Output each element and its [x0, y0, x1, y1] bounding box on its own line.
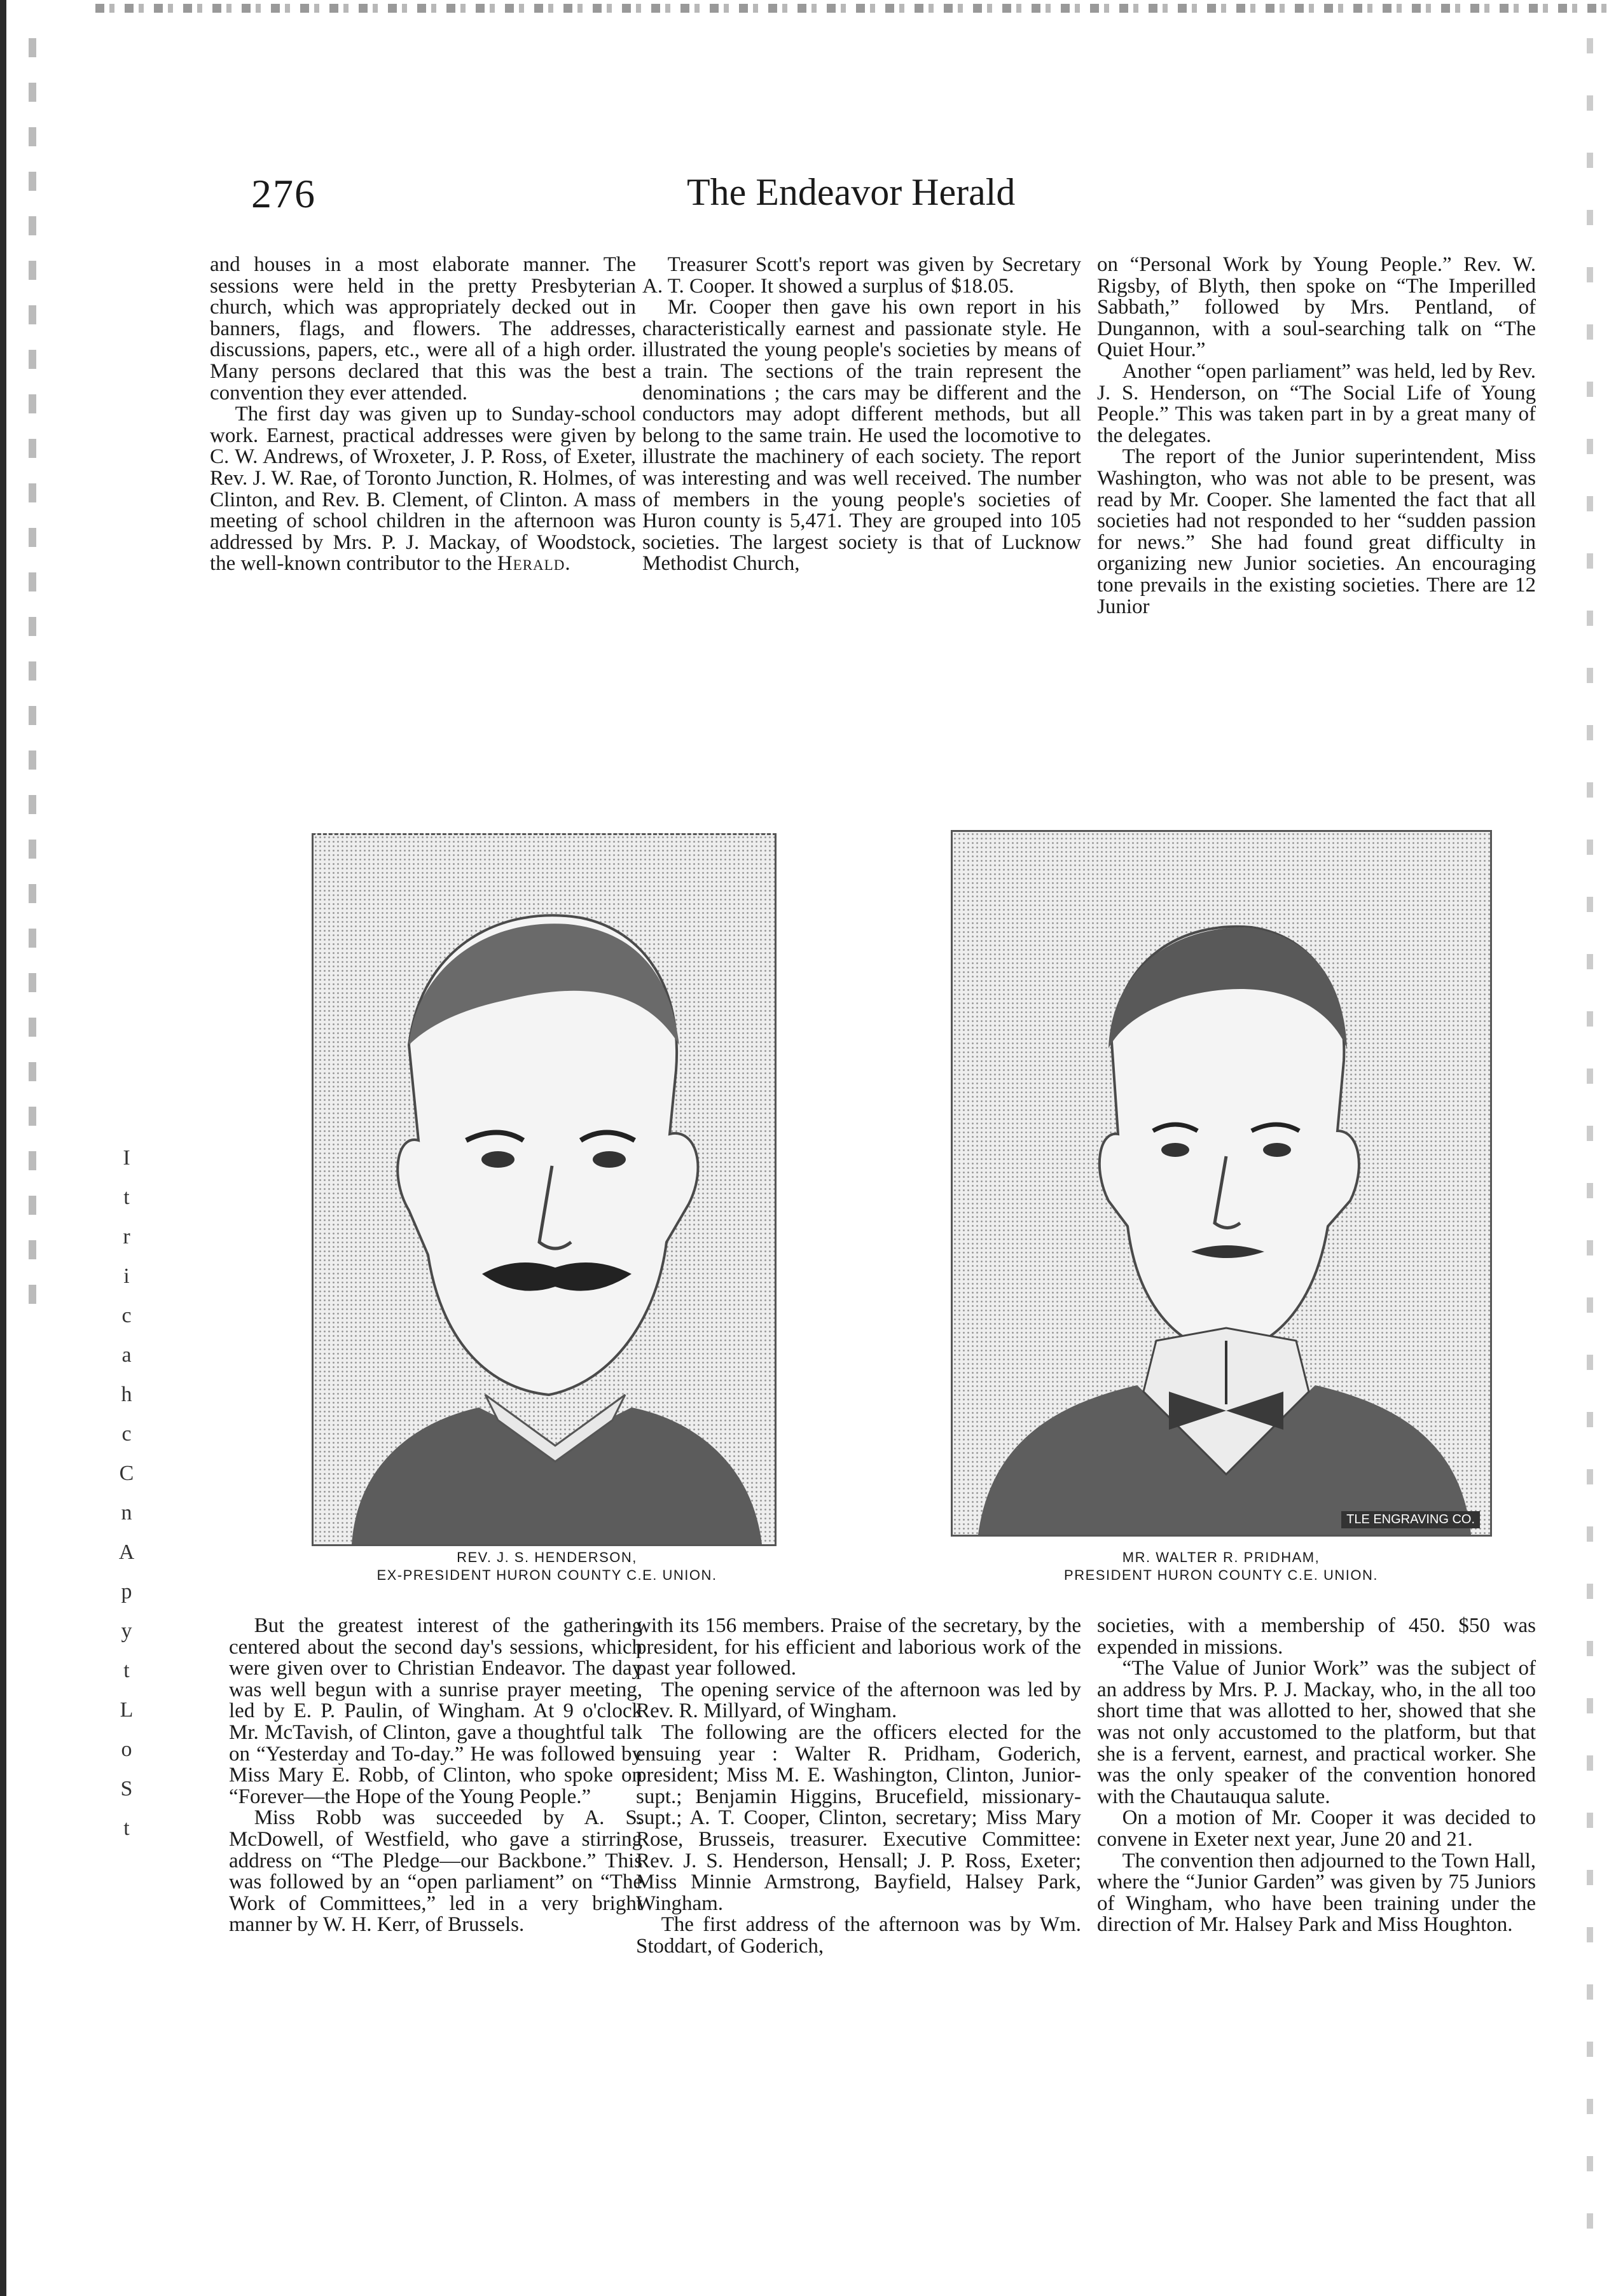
margin-letter: y: [121, 1619, 132, 1643]
margin-letter: A: [118, 1540, 135, 1564]
herald-small-caps: Herald.: [497, 552, 571, 576]
margin-letter: c: [121, 1304, 132, 1327]
margin-letter: t: [123, 1659, 130, 1682]
caption-pridham: [951, 1549, 1491, 1584]
margin-letter: p: [121, 1580, 132, 1603]
engraver-mark: TLE ENGRAVING CO.: [1341, 1511, 1480, 1528]
paragraph: Treasurer Scott's report was given by Secretary A. T. Cooper. It showed a surplus of $18.05.: [642, 253, 1081, 298]
paragraph: on “Personal Work by Young People.” Rev. W. Rigsby, of Blyth, then spoke on “The Imperilled Sabbath,” followed by Mrs. Pentland, of Dungannon, with a soul-searching talk on “The Quiet Hour.”: [1097, 253, 1536, 362]
paragraph: Mr. Cooper then gave his own report in his characteristically earnest and passionate style. He illustrated the young people's societies by means of a train. The sections of the train represent the denominations ; the cars may be different and the conductors may adopt different methods, but all belong to the same train. He used the locomotive to illustrate the machinery of each society. The report was interesting and was well received. The number of members in the young people's societies of Huron county is 5,471. They are grouped into 105 societies. The largest society is that of Lucknow Methodist Church,: [642, 296, 1081, 576]
paragraph: The following are the officers elected for the ensuing year : Walter R. Pridham, Goderich, president; Miss M. E. Washington, Clinton, Junior-supt.; Benjamin Higgins, Brucefield, missionary-supt.; A. T. Cooper, Clinton, secretary; Miss Mary Rose, Brusseis, treasurer. Executive Committee: Rev. J. S. Henderson, Hensall; J. P. Ross, Exeter; Miss Minnie Armstrong, Bayfield, Halsey Park, Wingham.: [636, 1720, 1081, 1915]
scan-edge-left: [0, 0, 6, 2296]
paragraph: [210, 404, 636, 575]
caption-henderson: [305, 1549, 789, 1584]
caption-name: MR. WALTER R. PRIDHAM,: [1122, 1549, 1320, 1565]
caption-name: REV. J. S. HENDERSON,: [457, 1549, 637, 1565]
caption-title: EX-PRESIDENT HURON COUNTY C.E. UNION.: [376, 1567, 717, 1583]
portrait-pridham: [951, 830, 1492, 1537]
paragraph: The opening service of the afternoon was led by Rev. R. Millyard, of Wingham.: [636, 1678, 1081, 1723]
margin-letter: I: [123, 1146, 130, 1170]
margin-letter: i: [123, 1264, 130, 1288]
paragraph: “The Value of Junior Work” was the subject of an address by Mrs. P. J. Mackay, who, in the all too short time that was allotted to her, showed that she was not only accustomed to the platform, but that she is a fervent, earnest, and practical worker. She was the only speaker of the convention honored with the Chautauqua salute.: [1097, 1657, 1536, 1808]
margin-letter: S: [120, 1777, 133, 1801]
portrait-henderson-sketch: [314, 835, 775, 1544]
article-column-4: [229, 1615, 642, 1936]
margin-letter: C: [119, 1462, 134, 1485]
margin-fragments: [118, 1138, 135, 1848]
scan-edge-top: [95, 4, 1609, 13]
article-column-5: [636, 1615, 1081, 1958]
portrait-henderson: [312, 833, 777, 1546]
margin-letter: o: [121, 1738, 132, 1761]
paragraph: The convention then adjourned to the Town Hall, where the “Junior Garden” was given by 75 Juniors of Wingham, who have been training under the direction of Mr. Halsey Park and Miss Houghton.: [1097, 1849, 1536, 1937]
paragraph: Miss Robb was succeeded by A. S. McDowell, of Westfield, who gave a stirring address on “The Pledge—our Backbone.” This was followed by an “open parliament” on “The Work of Committees,” led in a very bright manner by W. H. Kerr, of Brussels.: [229, 1806, 642, 1937]
scan-gutter-right: [1587, 38, 1593, 2232]
paragraph: Another “open parliament” was held, led by Rev. J. S. Henderson, on “The Social Life of Young People.” This was taken part in by a great many of the delegates.: [1097, 359, 1536, 447]
margin-letter: t: [123, 1186, 130, 1209]
running-head-title: The Endeavor Herald: [687, 171, 1016, 213]
paragraph: On a motion of Mr. Cooper it was decided to convene in Exeter next year, June 20 and 21.: [1097, 1806, 1536, 1851]
margin-letter: t: [123, 1816, 130, 1840]
article-column-6: [1097, 1615, 1536, 1936]
paragraph: The report of the Junior superintendent, Miss Washington, who was not able to be present, was read by Mr. Cooper. She lamented the fact that all societies had not responded to her “sudden passion for news.” She had found great difficulty in organizing new Junior societies. An encouraging tone prevails in the existing societies. There are 12 Junior: [1097, 445, 1536, 618]
portrait-pridham-sketch: [953, 832, 1490, 1535]
page-number: 276: [251, 171, 316, 216]
paragraph: societies, with a membership of 450. $50 was expended in missions.: [1097, 1614, 1536, 1659]
caption-title: PRESIDENT HURON COUNTY C.E. UNION.: [1064, 1567, 1378, 1583]
margin-letter: a: [121, 1343, 132, 1367]
article-column-2: [642, 254, 1081, 575]
margin-letter: r: [123, 1225, 130, 1248]
margin-letter: c: [121, 1422, 132, 1446]
paragraph: But the greatest interest of the gathering centered about the second day's sessions, which were given over to Christian Endeavor. The day was well begun with a sunrise prayer meeting, led by E. P. Paulin, of Wingham. At 9 o'clock Mr. McTavish, of Clinton, gave a thoughtful talk on “Yesterday and To-day.” He was followed by Miss Mary E. Robb, of Clinton, who spoke on “Forever—the Hope of the Young People.”: [229, 1614, 642, 1808]
paragraph: with its 156 members. Praise of the secretary, by the president, for his efficient and laborious work of the past year followed.: [636, 1614, 1081, 1680]
margin-letter: L: [120, 1698, 134, 1722]
margin-letter: n: [121, 1501, 132, 1525]
paragraph-text: The first day was given up to Sunday-school work. Earnest, practical addresses were given by C. W. Andrews, of Wroxeter, J. P. Ross, of Exeter, Rev. J. W. Rae, of Toronto Junction, R. Holmes, of Clinton, and Rev. B. Clement, of Clinton. A mass meeting of school children in the afternoon was addressed by Mrs. P. J. Mackay, of Woodstock, the well-known contributor to the: [210, 403, 636, 576]
margin-letter: h: [121, 1383, 132, 1406]
article-column-1: [210, 254, 636, 575]
paragraph: and houses in a most elaborate manner. The sessions were held in the pretty Presbyterian church, which was appropriately decked out in banners, flags, and flowers. The addresses, discussions, papers, etc., were all of a high order. Many persons declared that this was the best convention they ever attended.: [210, 253, 636, 405]
paragraph: The first address of the afternoon was by Wm. Stoddart, of Goderich,: [636, 1913, 1081, 1958]
article-column-3: [1097, 254, 1536, 618]
scan-gutter-left: [29, 38, 36, 1310]
